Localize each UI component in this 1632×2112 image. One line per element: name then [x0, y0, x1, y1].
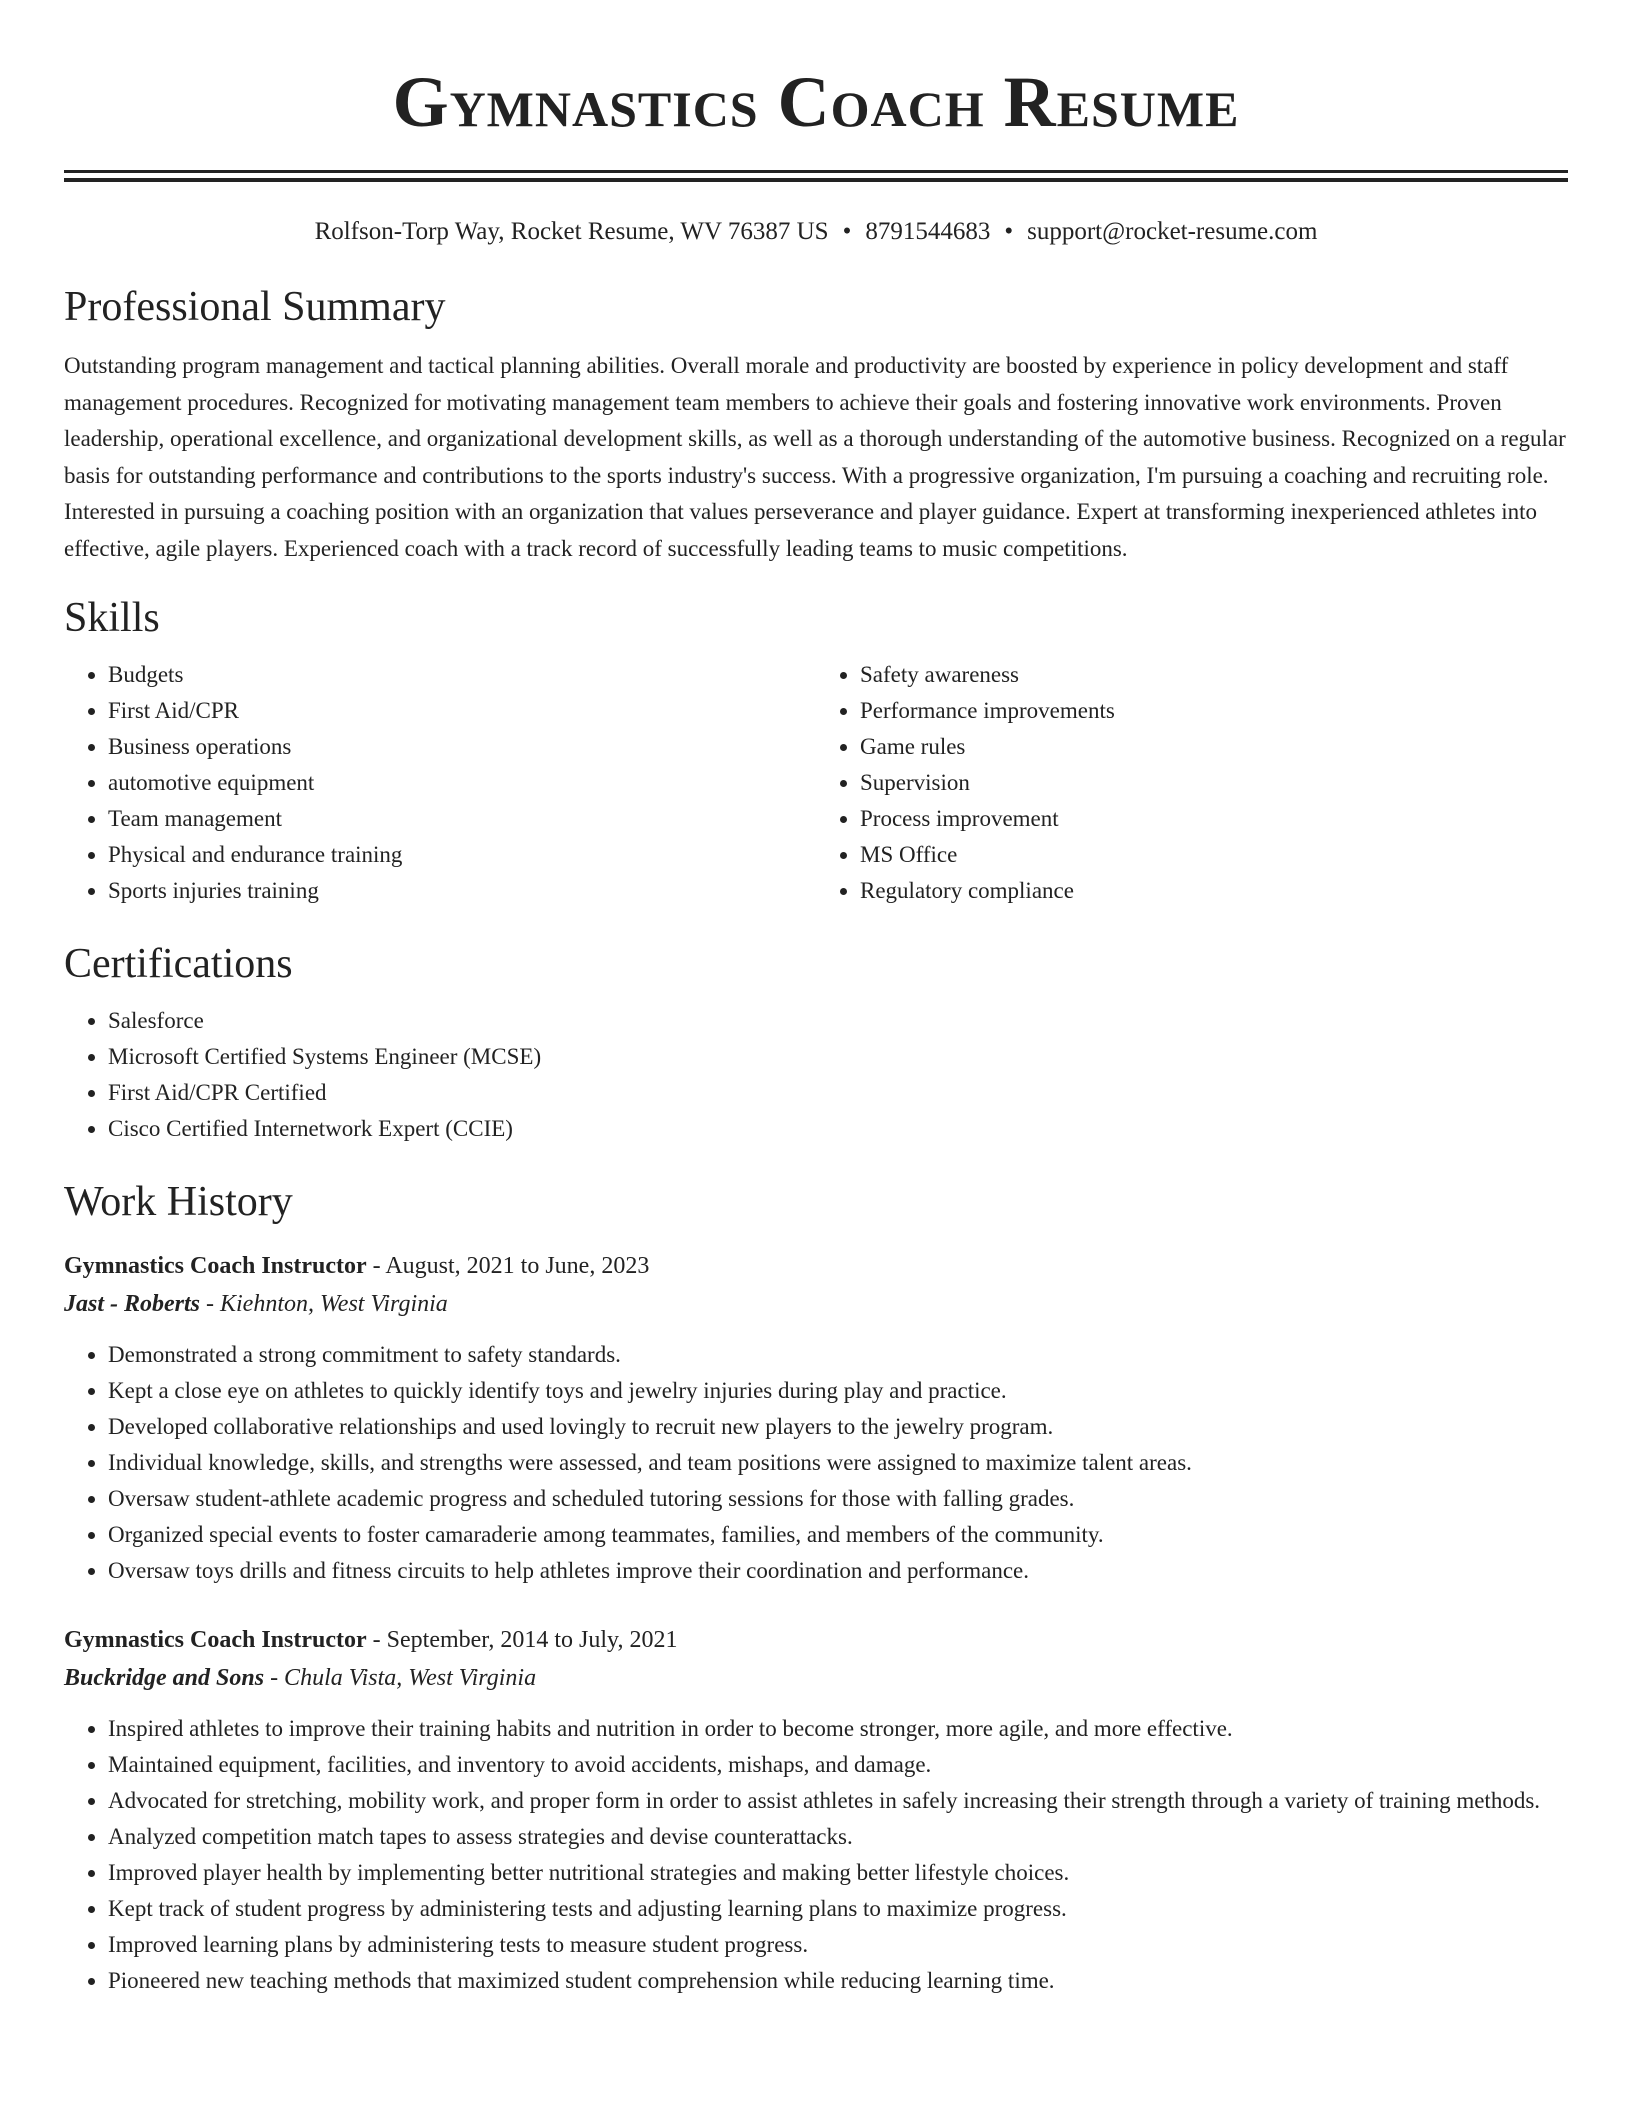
job-location: - Chula Vista, West Virginia — [264, 1665, 537, 1691]
job-bullet: • Inspired athletes to improve their training habits and nutrition in order to become stronger, more agile, and more effective. — [108, 1711, 1568, 1747]
job-bullet: • Kept track of student progress by administering tests and adjusting learning plans to maximize progress. — [108, 1891, 1568, 1927]
certifications-heading: Certifications — [64, 941, 293, 987]
skill-item: • Budgets — [108, 657, 816, 693]
skill-item: • Performance improvements — [860, 693, 1568, 729]
job-bullet: • Developed collaborative relationships and used lovingly to recruit new players to the jewelry program. — [108, 1409, 1568, 1445]
certification-item: • Cisco Certified Internetwork Expert (CCIE) — [108, 1111, 1568, 1147]
job-bullet: • Kept a close eye on athletes to quickly identify toys and jewelry injuries during play and practice. — [108, 1373, 1568, 1409]
job-header — [64, 1247, 1568, 1285]
job-bullet: • Maintained equipment, facilities, and inventory to avoid accidents, mishaps, and damage. — [108, 1747, 1568, 1783]
job-bullet: • Advocated for stretching, mobility work, and proper form in order to assist athletes in safely increasing their strength through a variety of training methods. — [108, 1783, 1568, 1819]
contact-email: support@rocket-resume.com — [1027, 218, 1318, 245]
job-bullet: • Oversaw toys drills and fitness circuits to help athletes improve their coordination and performance. — [108, 1553, 1568, 1589]
skill-item: • MS Office — [860, 837, 1568, 873]
title-divider — [64, 170, 1568, 182]
job-bullet: • Improved learning plans by administering tests to measure student progress. — [108, 1927, 1568, 1963]
resume-title: Gymnastics Coach Resume — [392, 62, 1240, 142]
job-role: Gymnastics Coach Instructor — [64, 1253, 367, 1279]
job-entry — [64, 1621, 1568, 1999]
job-bullet: • Analyzed competition match tapes to assess strategies and devise counterattacks. — [108, 1819, 1568, 1855]
certifications-list — [64, 1003, 1568, 1147]
skills-list-left — [64, 657, 816, 909]
skill-item: • Safety awareness — [860, 657, 1568, 693]
contact-separator: • — [842, 218, 852, 245]
work-history-heading: Work History — [64, 1179, 293, 1225]
skills-columns — [64, 657, 1568, 909]
job-dates: - August, 2021 to June, 2023 — [366, 1253, 650, 1279]
skill-item: • automotive equipment — [108, 765, 816, 801]
certification-item: • Microsoft Certified Systems Engineer (MCSE) — [108, 1039, 1568, 1075]
job-bullet: • Demonstrated a strong commitment to safety standards. — [108, 1337, 1568, 1373]
job-company: Buckridge and Sons — [64, 1665, 265, 1691]
summary-heading: Professional Summary — [64, 284, 446, 330]
job-header — [64, 1621, 1568, 1659]
skill-item: • Supervision — [860, 765, 1568, 801]
job-bullet: • Oversaw student-athlete academic progress and scheduled tutoring sessions for those with falling grades. — [108, 1481, 1568, 1517]
skill-item: • First Aid/CPR — [108, 693, 816, 729]
certification-item: • First Aid/CPR Certified — [108, 1075, 1568, 1111]
job-bullet-list — [64, 1337, 1568, 1589]
resume-content — [64, 0, 1568, 1999]
contact-address: Rolfson-Torp Way, Rocket Resume, WV 76387 US — [314, 218, 829, 245]
summary-text: Outstanding program management and tactical planning abilities. Overall morale and productivity are boosted by experience in policy development and staff management procedures. Recognized for motivating management team members to achieve their goals and fostering innovative work environments. Proven leadership, operational excellence, and organizational development skills, as well as a thorough understanding of the automotive business. Recognized on a regular basis for outstanding performance and contributions to the sports industry's success. With a progressive organization, I'm pursuing a coaching and recruiting role. Interested in pursuing a coaching position with an organization that values perseverance and player guidance. Expert at transforming inexperienced athletes into effective, agile players. Experienced coach with a track record of successfully leading teams to music competitions. — [64, 353, 1566, 561]
job-bullet: • Improved player health by implementing better nutritional strategies and making better lifestyle choices. — [108, 1855, 1568, 1891]
skill-item: • Physical and endurance training — [108, 837, 816, 873]
job-location: - Kiehnton, West Virginia — [200, 1291, 448, 1317]
contact-separator: • — [1004, 218, 1014, 245]
job-company-line — [64, 1285, 1568, 1323]
job-company-line — [64, 1659, 1568, 1697]
work-history-list — [64, 1247, 1568, 1999]
job-dates: - September, 2014 to July, 2021 — [366, 1627, 678, 1653]
skill-item: • Sports injuries training — [108, 873, 816, 909]
job-entry — [64, 1247, 1568, 1589]
skills-heading: Skills — [64, 595, 160, 641]
skill-item: • Regulatory compliance — [860, 873, 1568, 909]
contact-phone: 8791544683 — [865, 218, 991, 245]
job-bullet: • Organized special events to foster camaraderie among teammates, families, and members of the community. — [108, 1517, 1568, 1553]
job-role: Gymnastics Coach Instructor — [64, 1627, 367, 1653]
certification-item: • Salesforce — [108, 1003, 1568, 1039]
job-bullet-list — [64, 1711, 1568, 1999]
job-bullet: • Individual knowledge, skills, and strengths were assessed, and team positions were assigned to maximize talent areas. — [108, 1445, 1568, 1481]
skill-item: • Team management — [108, 801, 816, 837]
job-company: Jast - Roberts — [64, 1291, 201, 1317]
skills-list-right — [816, 657, 1568, 909]
skill-item: • Process improvement — [860, 801, 1568, 837]
skill-item: • Game rules — [860, 729, 1568, 765]
skill-item: • Business operations — [108, 729, 816, 765]
contact-line — [64, 216, 1568, 248]
job-bullet: • Pioneered new teaching methods that maximized student comprehension while reducing learning time. — [108, 1963, 1568, 1999]
